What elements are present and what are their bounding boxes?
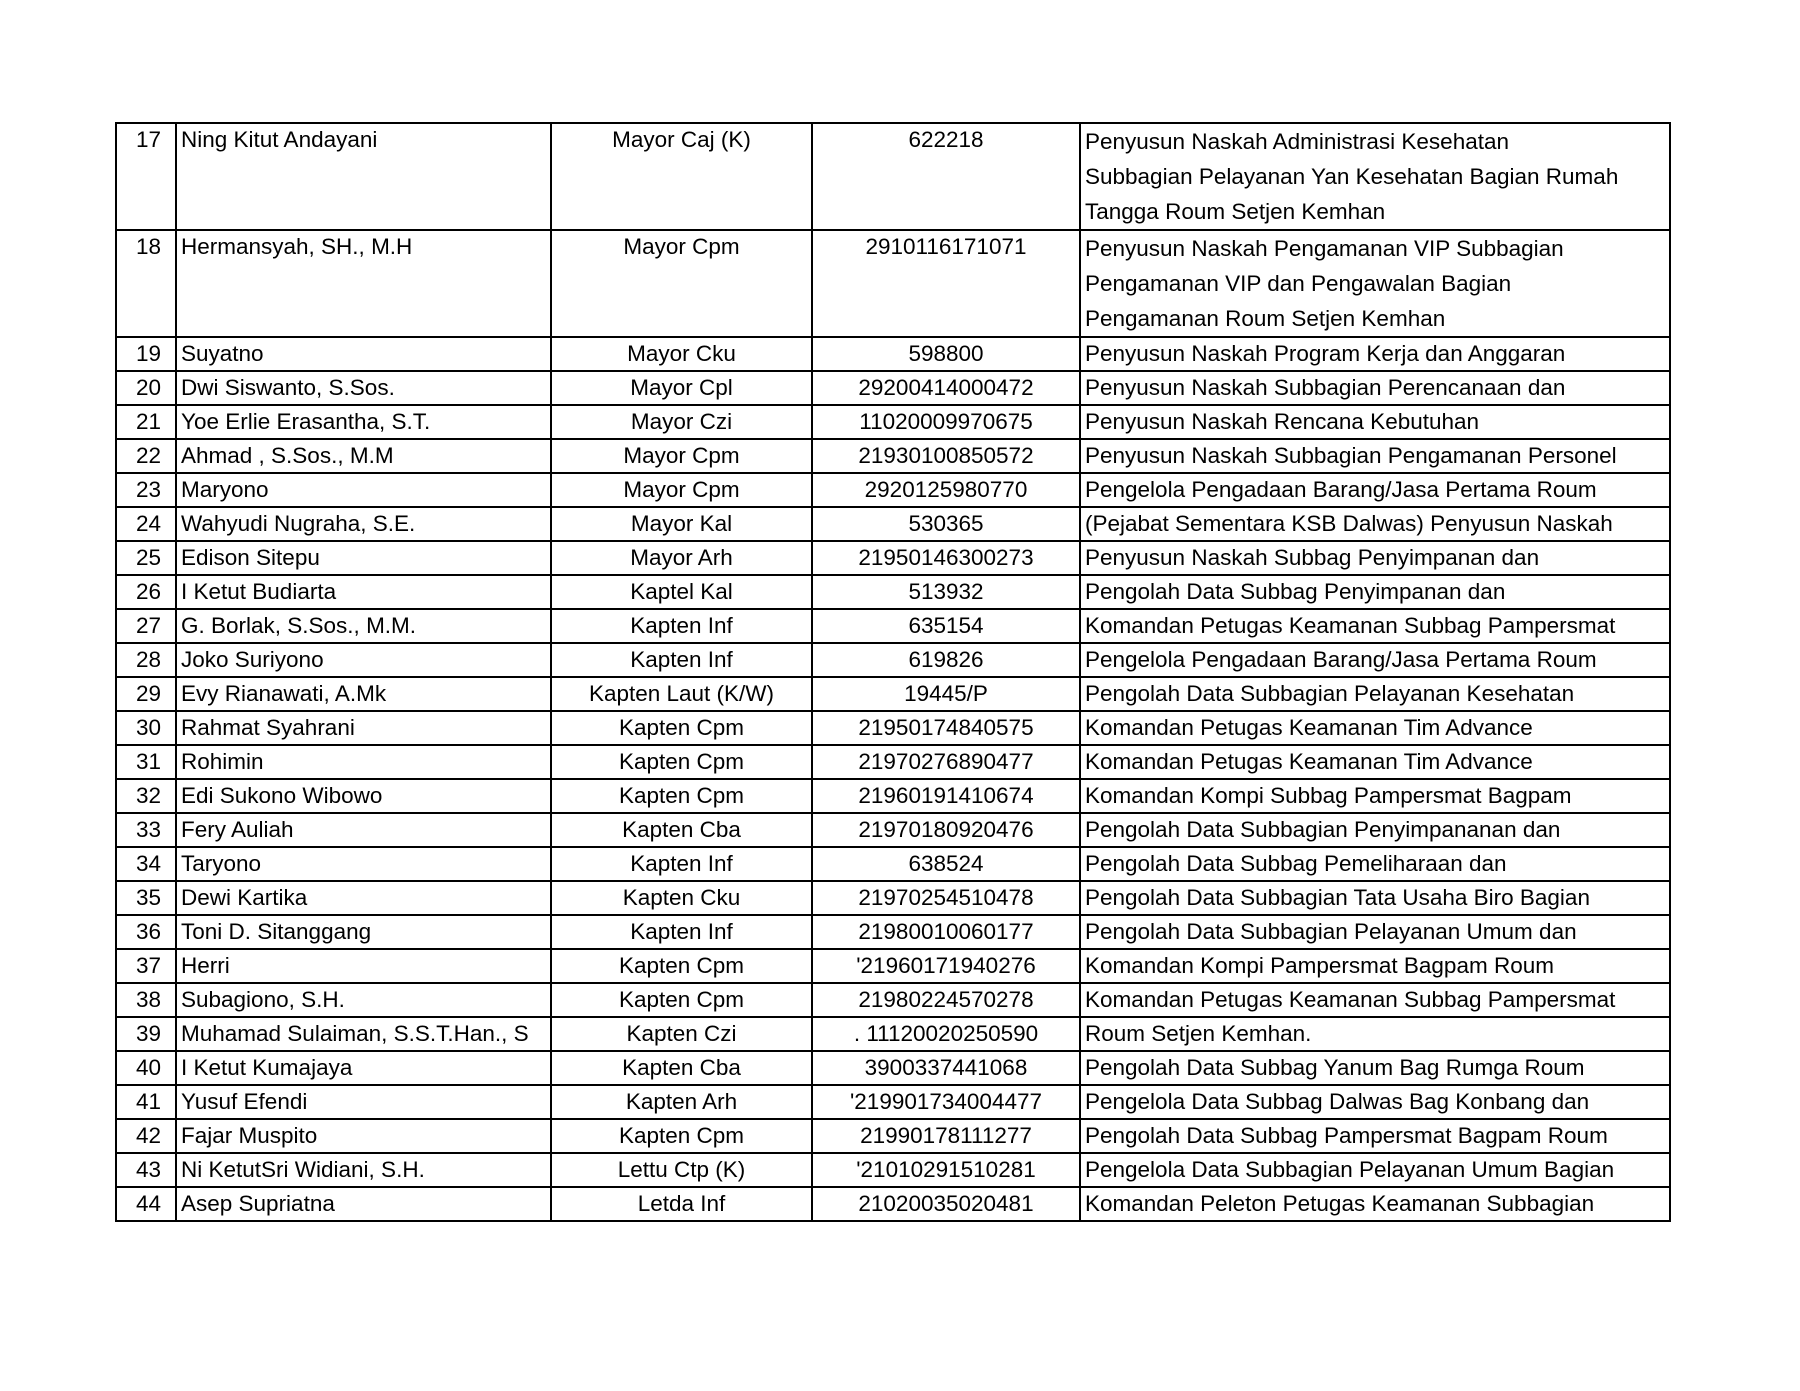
table-row [116, 609, 1670, 643]
name-cell: Herri [176, 949, 551, 983]
position-line: Pengolah Data Subbagian Pelayanan Kesehatan [1085, 681, 1575, 706]
row-number-cell: 43 [116, 1153, 176, 1187]
position-cell [1080, 1017, 1670, 1051]
rank-cell: Kapten Cpm [551, 983, 812, 1017]
rank-cell: Kapten Cpm [551, 1119, 812, 1153]
position-line: Pengolah Data Subbagian Penyimpananan dan [1085, 817, 1561, 842]
position-cell [1080, 123, 1670, 230]
name-cell: Edison Sitepu [176, 541, 551, 575]
nrp-cell: 2910116171071 [812, 230, 1080, 337]
rank-cell: Kapten Cba [551, 1051, 812, 1085]
row-number-cell: 36 [116, 915, 176, 949]
position-cell [1080, 541, 1670, 575]
position-line: Pengamanan Roum Setjen Kemhan [1085, 306, 1446, 331]
rank-cell: Kapten Cba [551, 813, 812, 847]
position-cell [1080, 1153, 1670, 1187]
table-row [116, 847, 1670, 881]
name-cell: Dwi Siswanto, S.Sos. [176, 371, 551, 405]
table-row [116, 711, 1670, 745]
position-line: Penyusun Naskah Pengamanan VIP Subbagian [1085, 236, 1564, 261]
position-cell [1080, 711, 1670, 745]
rank-cell: Kapten Inf [551, 847, 812, 881]
row-number-cell: 33 [116, 813, 176, 847]
nrp-cell: 638524 [812, 847, 1080, 881]
name-cell: Asep Supriatna [176, 1187, 551, 1221]
rank-cell: Lettu Ctp (K) [551, 1153, 812, 1187]
position-cell [1080, 745, 1670, 779]
table-row [116, 337, 1670, 371]
name-cell: Joko Suriyono [176, 643, 551, 677]
name-cell: Fery Auliah [176, 813, 551, 847]
nrp-cell: 2920125980770 [812, 473, 1080, 507]
rank-cell: Mayor Cpl [551, 371, 812, 405]
row-number-cell: 39 [116, 1017, 176, 1051]
row-number-cell: 28 [116, 643, 176, 677]
position-cell [1080, 507, 1670, 541]
table-row [116, 473, 1670, 507]
position-line: Pengolah Data Subbag Pemeliharaan dan [1085, 851, 1507, 876]
nrp-cell: 21970254510478 [812, 881, 1080, 915]
name-cell: G. Borlak, S.Sos., M.M. [176, 609, 551, 643]
position-line: Komandan Petugas Keamanan Tim Advance [1085, 715, 1533, 740]
position-cell [1080, 575, 1670, 609]
table-row [116, 1119, 1670, 1153]
position-line: Subbagian Pelayanan Yan Kesehatan Bagian Rumah [1085, 164, 1619, 189]
table-row [116, 1153, 1670, 1187]
position-cell [1080, 337, 1670, 371]
nrp-cell: 11020009970675 [812, 405, 1080, 439]
rank-cell: Mayor Arh [551, 541, 812, 575]
position-cell [1080, 405, 1670, 439]
row-number-cell: 26 [116, 575, 176, 609]
row-number-cell: 41 [116, 1085, 176, 1119]
position-cell [1080, 1187, 1670, 1221]
nrp-cell: . 11120020250590 [812, 1017, 1080, 1051]
name-cell: I Ketut Budiarta [176, 575, 551, 609]
name-cell: Subagiono, S.H. [176, 983, 551, 1017]
table-row [116, 677, 1670, 711]
table-row [116, 439, 1670, 473]
rank-cell: Mayor Czi [551, 405, 812, 439]
rank-cell: Mayor Cpm [551, 473, 812, 507]
table-row [116, 371, 1670, 405]
position-line: Penyusun Naskah Subbagian Perencanaan dan [1085, 375, 1566, 400]
position-line: Komandan Kompi Pampersmat Bagpam Roum [1085, 953, 1554, 978]
table-row [116, 1017, 1670, 1051]
position-cell [1080, 949, 1670, 983]
position-line: Komandan Kompi Subbag Pampersmat Bagpam [1085, 783, 1572, 808]
row-number-cell: 32 [116, 779, 176, 813]
name-cell: Suyatno [176, 337, 551, 371]
nrp-cell: 598800 [812, 337, 1080, 371]
rank-cell: Mayor Cku [551, 337, 812, 371]
position-line: Penyusun Naskah Program Kerja dan Anggaran [1085, 341, 1566, 366]
position-line: Pengelola Pengadaan Barang/Jasa Pertama Roum [1085, 477, 1597, 502]
name-cell: Yoe Erlie Erasantha, S.T. [176, 405, 551, 439]
name-cell: Fajar Muspito [176, 1119, 551, 1153]
rank-cell: Kapten Cpm [551, 711, 812, 745]
table-row [116, 915, 1670, 949]
nrp-cell: 513932 [812, 575, 1080, 609]
nrp-cell: 21970180920476 [812, 813, 1080, 847]
position-line: (Pejabat Sementara KSB Dalwas) Penyusun Naskah [1085, 511, 1613, 536]
name-cell: Rahmat Syahrani [176, 711, 551, 745]
row-number-cell: 31 [116, 745, 176, 779]
position-line: Pengelola Pengadaan Barang/Jasa Pertama Roum [1085, 647, 1597, 672]
name-cell: Muhamad Sulaiman, S.S.T.Han., S [176, 1017, 551, 1051]
table-row [116, 949, 1670, 983]
position-cell [1080, 609, 1670, 643]
name-cell: Ning Kitut Andayani [176, 123, 551, 230]
table-row [116, 643, 1670, 677]
row-number-cell: 37 [116, 949, 176, 983]
position-cell [1080, 881, 1670, 915]
position-line: Pengolah Data Subbag Yanum Bag Rumga Roum [1085, 1055, 1585, 1080]
name-cell: Rohimin [176, 745, 551, 779]
position-line: Pengelola Data Subbagian Pelayanan Umum Bagian [1085, 1157, 1615, 1182]
position-line: Penyusun Naskah Administrasi Kesehatan [1085, 129, 1509, 154]
position-cell [1080, 847, 1670, 881]
position-line: Penyusun Naskah Subbag Penyimpanan dan [1085, 545, 1540, 570]
nrp-cell: '219901734004477 [812, 1085, 1080, 1119]
table-row [116, 405, 1670, 439]
position-cell [1080, 473, 1670, 507]
nrp-cell: 21970276890477 [812, 745, 1080, 779]
row-number-cell: 35 [116, 881, 176, 915]
rank-cell: Kapten Inf [551, 643, 812, 677]
name-cell: Maryono [176, 473, 551, 507]
position-cell [1080, 983, 1670, 1017]
table-row [116, 230, 1670, 337]
row-number-cell: 20 [116, 371, 176, 405]
nrp-cell: 21980010060177 [812, 915, 1080, 949]
nrp-cell: 21020035020481 [812, 1187, 1080, 1221]
position-cell [1080, 813, 1670, 847]
table-row [116, 1085, 1670, 1119]
position-line: Pengolah Data Subbag Pampersmat Bagpam Roum [1085, 1123, 1608, 1148]
name-cell: Dewi Kartika [176, 881, 551, 915]
row-number-cell: 17 [116, 123, 176, 230]
name-cell: I Ketut Kumajaya [176, 1051, 551, 1085]
row-number-cell: 22 [116, 439, 176, 473]
table-row [116, 745, 1670, 779]
row-number-cell: 23 [116, 473, 176, 507]
row-number-cell: 18 [116, 230, 176, 337]
name-cell: Taryono [176, 847, 551, 881]
row-number-cell: 30 [116, 711, 176, 745]
table-row [116, 123, 1670, 230]
name-cell: Ni KetutSri Widiani, S.H. [176, 1153, 551, 1187]
position-cell [1080, 230, 1670, 337]
table-row [116, 813, 1670, 847]
rank-cell: Mayor Kal [551, 507, 812, 541]
row-number-cell: 21 [116, 405, 176, 439]
position-line: Penyusun Naskah Rencana Kebutuhan [1085, 409, 1480, 434]
row-number-cell: 19 [116, 337, 176, 371]
position-cell [1080, 915, 1670, 949]
name-cell: Wahyudi Nugraha, S.E. [176, 507, 551, 541]
table-row [116, 507, 1670, 541]
row-number-cell: 38 [116, 983, 176, 1017]
position-line: Komandan Petugas Keamanan Subbag Pampersmat [1085, 987, 1616, 1012]
rank-cell: Kaptel Kal [551, 575, 812, 609]
position-cell [1080, 643, 1670, 677]
position-line: Komandan Peleton Petugas Keamanan Subbagian [1085, 1191, 1595, 1216]
row-number-cell: 42 [116, 1119, 176, 1153]
rank-cell: Kapten Cpm [551, 949, 812, 983]
rank-cell: Kapten Arh [551, 1085, 812, 1119]
row-number-cell: 44 [116, 1187, 176, 1221]
nrp-cell: 622218 [812, 123, 1080, 230]
table-row [116, 1051, 1670, 1085]
rank-cell: Kapten Inf [551, 915, 812, 949]
nrp-cell: 19445/P [812, 677, 1080, 711]
nrp-cell: '21960171940276 [812, 949, 1080, 983]
position-line: Penyusun Naskah Subbagian Pengamanan Personel [1085, 443, 1617, 468]
position-line: Pengamanan VIP dan Pengawalan Bagian [1085, 271, 1512, 296]
table-row [116, 779, 1670, 813]
position-cell [1080, 1051, 1670, 1085]
nrp-cell: 21960191410674 [812, 779, 1080, 813]
nrp-cell: 3900337441068 [812, 1051, 1080, 1085]
table-row [116, 983, 1670, 1017]
name-cell: Hermansyah, SH., M.H [176, 230, 551, 337]
name-cell: Toni D. Sitanggang [176, 915, 551, 949]
rank-cell: Kapten Cpm [551, 779, 812, 813]
nrp-cell: 635154 [812, 609, 1080, 643]
name-cell: Edi Sukono Wibowo [176, 779, 551, 813]
position-cell [1080, 371, 1670, 405]
position-line: Pengolah Data Subbag Penyimpanan dan [1085, 579, 1506, 604]
rank-cell: Kapten Inf [551, 609, 812, 643]
nrp-cell: 21950146300273 [812, 541, 1080, 575]
table-row [116, 881, 1670, 915]
row-number-cell: 25 [116, 541, 176, 575]
nrp-cell: 21990178111277 [812, 1119, 1080, 1153]
position-cell [1080, 1119, 1670, 1153]
rank-cell: Letda Inf [551, 1187, 812, 1221]
nrp-cell: 619826 [812, 643, 1080, 677]
position-line: Tangga Roum Setjen Kemhan [1085, 199, 1386, 224]
position-cell [1080, 677, 1670, 711]
nrp-cell: 21980224570278 [812, 983, 1080, 1017]
position-cell [1080, 439, 1670, 473]
position-line: Pengelola Data Subbag Dalwas Bag Konbang dan [1085, 1089, 1590, 1114]
table-row [116, 575, 1670, 609]
personnel-table-body [116, 123, 1670, 1221]
rank-cell: Kapten Cku [551, 881, 812, 915]
nrp-cell: '21010291510281 [812, 1153, 1080, 1187]
row-number-cell: 27 [116, 609, 176, 643]
name-cell: Ahmad , S.Sos., M.M [176, 439, 551, 473]
nrp-cell: 29200414000472 [812, 371, 1080, 405]
rank-cell: Kapten Cpm [551, 745, 812, 779]
rank-cell: Kapten Laut (K/W) [551, 677, 812, 711]
name-cell: Yusuf Efendi [176, 1085, 551, 1119]
rank-cell: Mayor Cpm [551, 230, 812, 337]
table-row [116, 541, 1670, 575]
personnel-table [115, 122, 1671, 1222]
row-number-cell: 40 [116, 1051, 176, 1085]
row-number-cell: 24 [116, 507, 176, 541]
nrp-cell: 530365 [812, 507, 1080, 541]
row-number-cell: 34 [116, 847, 176, 881]
position-line: Komandan Petugas Keamanan Tim Advance [1085, 749, 1533, 774]
position-line: Pengolah Data Subbagian Tata Usaha Biro Bagian [1085, 885, 1590, 910]
nrp-cell: 21930100850572 [812, 439, 1080, 473]
row-number-cell: 29 [116, 677, 176, 711]
position-cell [1080, 779, 1670, 813]
name-cell: Evy Rianawati, A.Mk [176, 677, 551, 711]
rank-cell: Kapten Czi [551, 1017, 812, 1051]
position-line: Komandan Petugas Keamanan Subbag Pampersmat [1085, 613, 1616, 638]
rank-cell: Mayor Cpm [551, 439, 812, 473]
rank-cell: Mayor Caj (K) [551, 123, 812, 230]
table-row [116, 1187, 1670, 1221]
position-cell [1080, 1085, 1670, 1119]
position-line: Roum Setjen Kemhan. [1085, 1021, 1312, 1046]
position-line: Pengolah Data Subbagian Pelayanan Umum dan [1085, 919, 1577, 944]
nrp-cell: 21950174840575 [812, 711, 1080, 745]
